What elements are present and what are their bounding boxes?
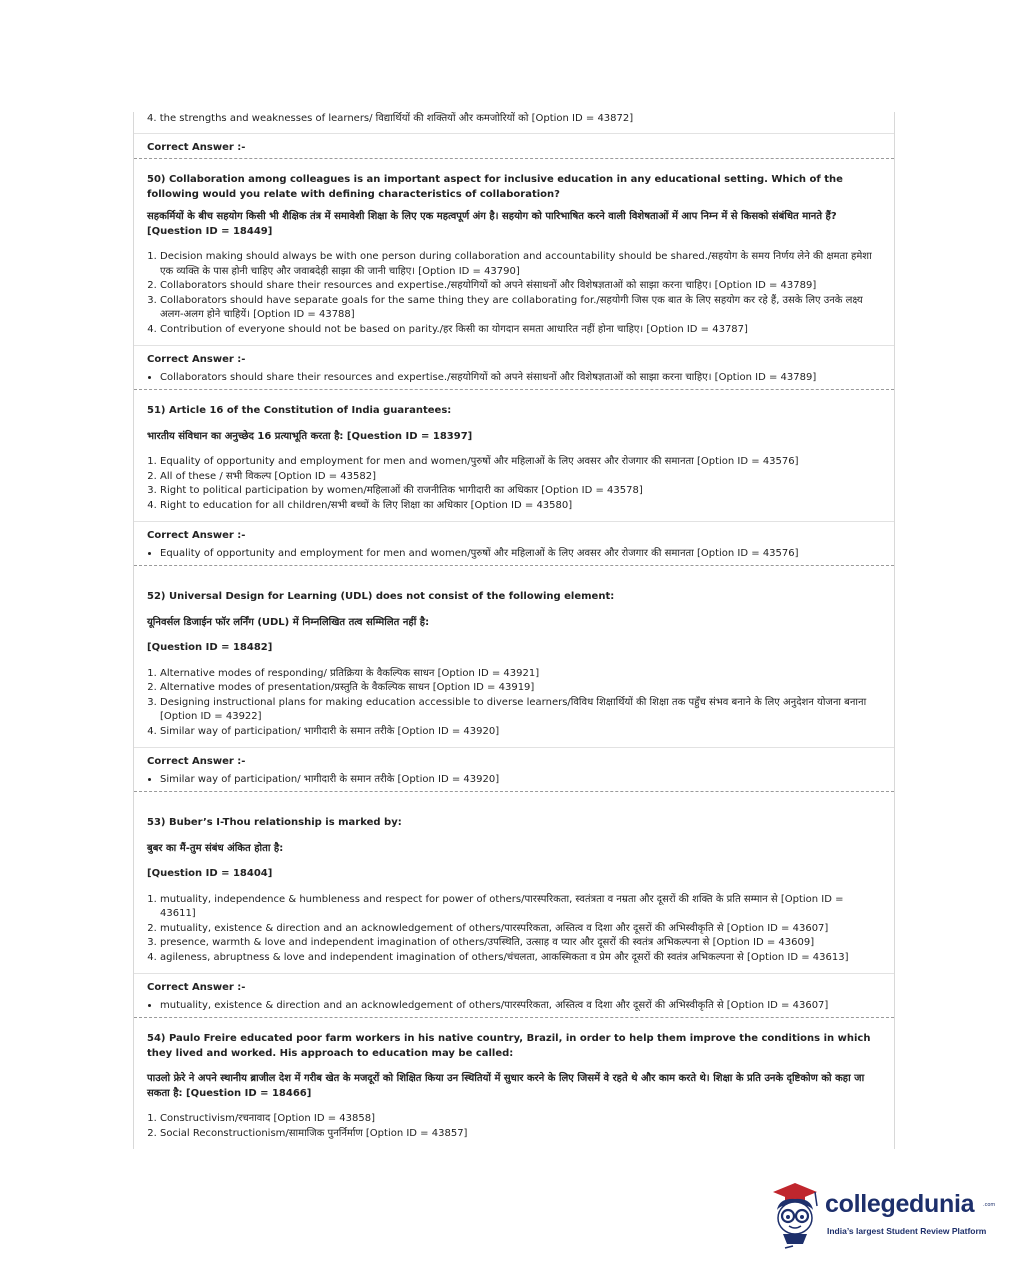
logo-wordmark: collegedunia [825, 1190, 975, 1218]
option: 1. Alternative modes of responding/ प्रतिक्रिया के वैकल्पिक साधन [Option ID = 43921] [160, 667, 881, 682]
answer-box-50 [134, 345, 894, 390]
option: 3. Designing instructional plans for making education accessible to diverse learners/विविध शिक्षार्थियों की शिक्षा तक पहुँच संभव बनाने के लिए अनुदेशन योजना बनाना [Option ID = 43922] [160, 696, 881, 725]
correct-answer: • Collaborators should share their resources and expertise./सहयोगियों को अपने संसाधनों और विशेषज्ञताओं को साझा करना चाहिए। [Option ID = 43789] [160, 371, 881, 386]
question-52 [134, 566, 894, 747]
question-text-en: 53) Buber’s I-Thou relationship is marked by: [147, 817, 402, 828]
option: 1. Decision making should always be with one person during collaboration and accountability should be shared./सहयोग के समय निर्णय लेने की क्षमता हमेशा एक व्यक्ति के पास होनी चाहिए और जवाबदेही साझा की जानी चाहिए। [Option ID = 43790] [160, 250, 881, 279]
answer-label: Correct Answer :- [147, 756, 246, 767]
option: 3. Collaborators should have separate goals for the same thing they are collaborating for./सहयोगी जिस एक बात के लिए सहयोग कर रहे हैं, उसके लिए उनके लक्ष्य अलग-अलग होने चाहियें। [Option ID = 43788] [160, 294, 881, 323]
prev-answer-box [134, 133, 894, 160]
answer-list [147, 547, 881, 562]
option: 4. Right to education for all children/सभी बच्चों के लिए शिक्षा का अधिकार [Option ID = 43580] [160, 499, 881, 514]
option: 2. Collaborators should share their resources and expertise./सहयोगियों को अपने संसाधनों और विशेषज्ञताओं को साझा करना चाहिए। [Option ID = 43789] [160, 279, 881, 294]
answer-box-52 [134, 747, 894, 792]
option: 2. All of these / सभी विकल्प [Option ID = 43582] [160, 470, 881, 485]
option: 2. Alternative modes of presentation/प्रस्तुति के वैकल्पिक साधन [Option ID = 43919] [160, 681, 881, 696]
question-paper [133, 112, 895, 1149]
question-text-hi: सहकर्मियों के बीच सहयोग किसी भी शैक्षिक तंत्र में समावेशी शिक्षा के लिए एक महत्वपूर्ण अंग है। सहयोग को पारिभाषित करने वाली विशेषताओं में आप निम्न में से किसको संबंधित मानते हैं? [Question ID = 18449] [147, 211, 837, 237]
option: 1. Constructivism/रचनावाद [Option ID = 43858] [160, 1112, 881, 1127]
answer-list [147, 773, 881, 788]
option: 3. Right to political participation by women/महिलाओं की राजनीतिक भागीदारी का अधिकार [Option ID = 43578] [160, 484, 881, 499]
options-list [147, 667, 881, 740]
answer-label: Correct Answer :- [147, 530, 246, 541]
options-list [147, 893, 881, 966]
question-text-en: 54) Paulo Freire educated poor farm workers in his native country, Brazil, in order to help them improve the conditions in which they lived and worked. His approach to education may be called: [147, 1033, 871, 1059]
answer-list [147, 999, 881, 1014]
answer-box-51 [134, 521, 894, 566]
question-53 [134, 792, 894, 973]
option: 2. Social Reconstructionism/सामाजिक पुनर्निर्माण [Option ID = 43857] [160, 1127, 881, 1142]
student-mascot-icon [765, 1180, 825, 1250]
option: 1. mutuality, independence & humbleness and respect for power of others/पारस्परिकता, स्वतंत्रता व नम्रता और दूसरों की शक्ति के प्रति सम्मान से [Option ID = 43611] [160, 893, 881, 922]
options-list [147, 1112, 881, 1141]
question-54 [134, 1018, 894, 1149]
option: 4. Contribution of everyone should not be based on parity./हर किसी का योगदान समता आधारित नहीं होना चाहिए। [Option ID = 43787] [160, 323, 881, 338]
question-text-hi: भारतीय संविधान का अनुच्छेद 16 प्रत्याभूति करता है: [Question ID = 18397] [147, 430, 473, 442]
question-text-en: 50) Collaboration among colleagues is an important aspect for inclusive education in any educational setting. Which of the following would you relate with defining characteristics of collaboration? [147, 174, 843, 200]
answer-label: Correct Answer :- [147, 982, 246, 993]
option: 4. Similar way of participation/ भागीदारी के समान तरीके [Option ID = 43920] [160, 725, 881, 740]
collegedunia-logo [765, 1180, 995, 1250]
correct-answer: • mutuality, existence & direction and an acknowledgement of others/पारस्परिकता, अस्तित्व व दिशा और दूसरों की अभिस्वीकृति से [Option ID = 43607] [160, 999, 881, 1014]
option: 3. presence, warmth & love and independent imagination of others/उपस्थिति, उत्साह व प्यार और दूसरों की स्वतंत्र अभिकल्पना से [Option ID = 43609] [160, 936, 881, 951]
option: 1. Equality of opportunity and employment for men and women/पुरुषों और महिलाओं के लिए अवसर और रोजगार की समानता [Option ID = 43576] [160, 455, 881, 470]
options-list [147, 250, 881, 337]
question-text-en: 52) Universal Design for Learning (UDL) does not consist of the following element: [147, 591, 615, 602]
prev-question-tail [134, 112, 894, 133]
answer-box-53 [134, 973, 894, 1018]
option: 4. agileness, abruptness & love and independent imagination of others/चंचलता, आकस्मिकता व प्रेम और दूसरों की स्वतंत्र अभिकल्पना से [Option ID = 43613] [160, 951, 881, 966]
question-text-en: 51) Article 16 of the Constitution of India guarantees: [147, 405, 452, 416]
question-50 [134, 159, 894, 345]
logo-tagline: India’s largest Student Review Platform [827, 1226, 987, 1236]
question-text-hi: पाउलो फ्रेरे ने अपने स्थानीय ब्राजील देश में गरीब खेत के मजदूरों को शिक्षित किया उन स्थितियों में सुधार करने के लिए जिसमें वे रहते थे और काम करते थे। शिक्षा के प्रति उनके दृष्टिकोण को कहा जा सकता है: [Question ID = 18466] [147, 1073, 865, 1099]
answer-list [147, 371, 881, 386]
question-id: [Question ID = 18404] [147, 868, 273, 879]
prev-option-4: 4. the strengths and weaknesses of learners/ विद्यार्थियों की शक्तियों और कमजोरियों को [Option ID = 43872] [147, 113, 634, 124]
logo-domain: .com [983, 1202, 996, 1208]
correct-answer: • Equality of opportunity and employment for men and women/पुरुषों और महिलाओं के लिए अवसर और रोजगार की समानता [Option ID = 43576] [160, 547, 881, 562]
correct-answer: • Similar way of participation/ भागीदारी के समान तरीके [Option ID = 43920] [160, 773, 881, 788]
question-text-hi: यूनिवर्सल डिजाईन फॉर लर्निंग (UDL) में निम्नलिखित तत्व सम्मिलित नहीं है: [147, 616, 430, 628]
option: 2. mutuality, existence & direction and an acknowledgement of others/पारस्परिकता, अस्तित्व व दिशा और दूसरों की अभिस्वीकृति से [Option ID = 43607] [160, 922, 881, 937]
options-list [147, 455, 881, 513]
question-text-hi: बुबर का मैं-तुम संबंध अंकित होता है: [147, 842, 284, 854]
answer-label: Correct Answer :- [147, 354, 246, 365]
question-51 [134, 390, 894, 521]
question-id: [Question ID = 18482] [147, 642, 273, 653]
answer-label: Correct Answer :- [147, 141, 246, 153]
